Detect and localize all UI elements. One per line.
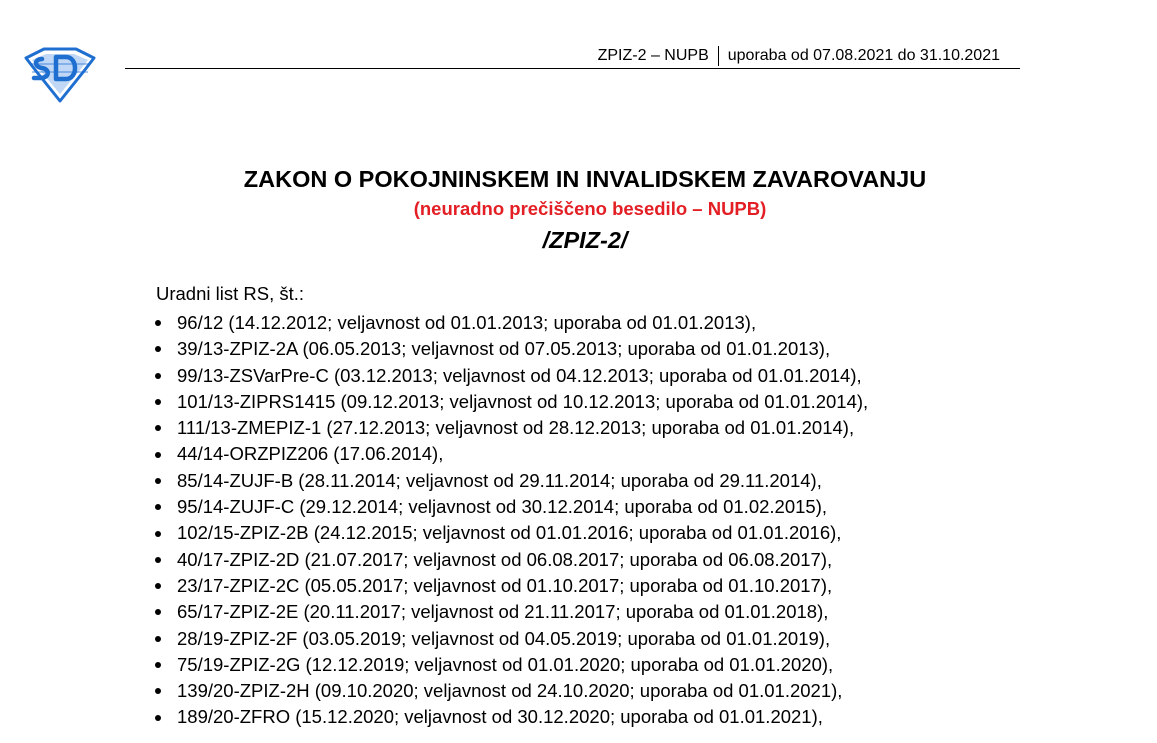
list-item xyxy=(153,547,868,573)
list-item xyxy=(153,704,868,730)
list-item xyxy=(153,415,868,441)
list-item xyxy=(153,520,868,546)
bullet-icon xyxy=(155,373,161,379)
bullet-icon xyxy=(155,636,161,642)
document-title: ZAKON O POKOJNINSKEM IN INVALIDSKEM ZAVAROVANJU xyxy=(243,166,927,192)
header-divider xyxy=(718,46,719,66)
list-item xyxy=(153,626,868,652)
list-item xyxy=(153,441,868,467)
list-item-text: 85/14-ZUJF-B (28.11.2014; veljavnost od 29.11.2014; uporaba od 29.11.2014), xyxy=(177,469,822,491)
bullet-icon xyxy=(155,609,161,615)
list-item-text: 102/15-ZPIZ-2B (24.12.2015; veljavnost od 01.01.2016; uporaba od 01.01.2016), xyxy=(177,522,842,544)
list-item xyxy=(153,678,868,704)
list-item-text: 101/13-ZIPRS1415 (09.12.2013; veljavnost od 10.12.2013; uporaba od 01.01.2014), xyxy=(177,390,869,412)
shield-logo-icon xyxy=(22,45,98,103)
bullet-icon xyxy=(155,425,161,431)
list-item-text: 99/13-ZSVarPre-C (03.12.2013; veljavnost od 04.12.2013; uporaba od 01.01.2014), xyxy=(177,364,862,386)
bullet-icon xyxy=(155,452,161,458)
bullet-icon xyxy=(155,320,161,326)
list-item xyxy=(153,599,868,625)
bullet-icon xyxy=(155,715,161,721)
list-item-text: 28/19-ZPIZ-2F (03.05.2019; veljavnost od 04.05.2019; uporaba od 01.01.2019), xyxy=(177,627,831,649)
list-item xyxy=(153,573,868,599)
gazette-list xyxy=(153,310,868,731)
list-item-text: 139/20-ZPIZ-2H (09.10.2020; veljavnost od 24.10.2020; uporaba od 01.01.2021), xyxy=(177,680,843,702)
list-item-text: 65/17-ZPIZ-2E (20.11.2017; veljavnost od 21.11.2017; uporaba od 01.01.2018), xyxy=(177,601,829,623)
law-code: ZPIZ-2 – NUPB xyxy=(597,47,709,64)
list-item-text: 95/14-ZUJF-C (29.12.2014; veljavnost od 30.12.2014; uporaba od 01.02.2015), xyxy=(177,496,827,518)
list-item-text: 44/14-ORZPIZ206 (17.06.2014), xyxy=(177,443,444,465)
bullet-icon xyxy=(155,531,161,537)
bullet-icon xyxy=(155,346,161,352)
bullet-icon xyxy=(155,662,161,668)
list-item xyxy=(153,494,868,520)
bullet-icon xyxy=(155,583,161,589)
list-item-text: 39/13-ZPIZ-2A (06.05.2013; veljavnost od 07.05.2013; uporaba od 01.01.2013), xyxy=(177,338,831,360)
list-item-text: 23/17-ZPIZ-2C (05.05.2017; veljavnost od 01.10.2017; uporaba od 01.10.2017), xyxy=(177,574,833,596)
bullet-icon xyxy=(155,504,161,510)
bullet-icon xyxy=(155,557,161,563)
list-item-text: 111/13-ZMEPIZ-1 (27.12.2013; veljavnost od 28.12.2013; uporaba od 01.01.2014), xyxy=(177,417,855,439)
list-item-text: 96/12 (14.12.2012; veljavnost od 01.01.2013; uporaba od 01.01.2013), xyxy=(177,312,757,333)
list-item xyxy=(153,389,868,415)
bullet-icon xyxy=(155,688,161,694)
validity-period: uporaba od 07.08.2021 do 31.10.2021 xyxy=(727,47,1000,64)
list-item-text: 189/20-ZFRO (15.12.2020; veljavnost od 30.12.2020; uporaba od 01.01.2021), xyxy=(177,706,823,728)
page-header xyxy=(125,44,1020,69)
list-item xyxy=(153,468,868,494)
list-item xyxy=(153,363,868,389)
list-item xyxy=(153,336,868,362)
document-abbreviation: /ZPIZ-2/ xyxy=(542,227,628,253)
list-item xyxy=(153,652,868,678)
bullet-icon xyxy=(155,478,161,484)
list-item xyxy=(153,310,868,336)
list-item-text: 40/17-ZPIZ-2D (21.07.2017; veljavnost od 06.08.2017; uporaba od 06.08.2017), xyxy=(177,548,833,570)
list-item-text: 75/19-ZPIZ-2G (12.12.2019; veljavnost od 01.01.2020; uporaba od 01.01.2020), xyxy=(177,653,834,675)
gazette-label: Uradni list RS, št.: xyxy=(156,283,305,304)
document-subtitle: (neuradno prečiščeno besedilo – NUPB) xyxy=(413,198,767,219)
header-text xyxy=(598,46,1000,66)
bullet-icon xyxy=(155,399,161,405)
